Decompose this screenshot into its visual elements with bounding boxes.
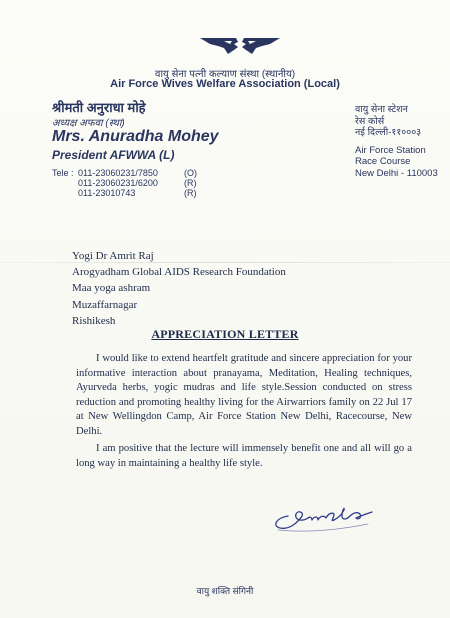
footer-motto: वायु शक्ति संगिनी bbox=[196, 586, 254, 596]
address-line-hindi: रेस कोर्स bbox=[355, 115, 385, 127]
sender-title-hindi: अध्यक्ष अफवा (स्था) bbox=[52, 118, 125, 129]
address-line-hindi: नई दिल्ली-११०००३ bbox=[355, 127, 422, 138]
address-line-english: New Delhi - 110003 bbox=[355, 167, 438, 179]
letter-subject: APPRECIATION LETTER bbox=[151, 327, 299, 341]
sender-title-english: President AFWWA (L) bbox=[52, 148, 175, 162]
address-line-hindi: वायु सेना स्टेशन bbox=[355, 104, 408, 115]
org-name-english: Air Force Wives Welfare Association (Local) bbox=[110, 78, 340, 90]
recipient-line: Yogi Dr Amrit Raj bbox=[72, 250, 154, 262]
address-line-english: Race Course bbox=[355, 156, 411, 167]
handwritten-signature bbox=[268, 488, 380, 534]
telephone-number: 011-23060231/6200 bbox=[78, 178, 158, 188]
telephone-entry bbox=[78, 168, 238, 178]
sender-name-hindi: श्रीमती अनुराधा मोहे bbox=[52, 100, 146, 115]
telephone-entry bbox=[78, 188, 238, 198]
telephone-type: (O) bbox=[184, 168, 197, 178]
recipient-address bbox=[72, 248, 286, 329]
body-paragraph-1: I would like to extend heartfelt gratitude and sincere appreciation for your informative interaction about pranayama, Meditation, Healing techniques, Ayurveda herbs, yogic mudras and life style.Session conducted on stress reduction and promoting healthy living for the Airwarriors family on 22 Jul 17 at New Wellingdon Camp, Air Force Station New Delhi, Racecourse, New Delhi. bbox=[76, 353, 412, 437]
afwwa-wings-logo-icon bbox=[198, 34, 282, 58]
telephone-label: Tele : bbox=[52, 168, 74, 178]
telephone-entry bbox=[78, 178, 238, 188]
telephone-number: 011-23060231/7850 bbox=[78, 168, 158, 178]
recipient-line: Maa yoga ashram bbox=[72, 282, 151, 295]
body-paragraph-2: I am positive that the lecture will immensely benefit one and all will go a long way in maintaining a healthy life style. bbox=[76, 443, 412, 469]
address-line-english: Air Force Station bbox=[355, 144, 426, 156]
telephone-type: (R) bbox=[184, 188, 197, 198]
station-address bbox=[355, 104, 445, 179]
org-name-hindi: वायु सेना पत्नी कल्याण संस्था (स्थानीय) bbox=[154, 69, 296, 80]
telephone-number: 011-23010743 bbox=[78, 188, 136, 198]
recipient-line: Rishikesh bbox=[72, 314, 116, 327]
telephone-type: (R) bbox=[184, 178, 197, 188]
sender-name-english: Mrs. Anuradha Mohey bbox=[52, 128, 219, 145]
recipient-line: Arogyadham Global AIDS Research Foundation bbox=[72, 266, 286, 279]
recipient-line: Muzaffarnagar bbox=[72, 298, 138, 311]
